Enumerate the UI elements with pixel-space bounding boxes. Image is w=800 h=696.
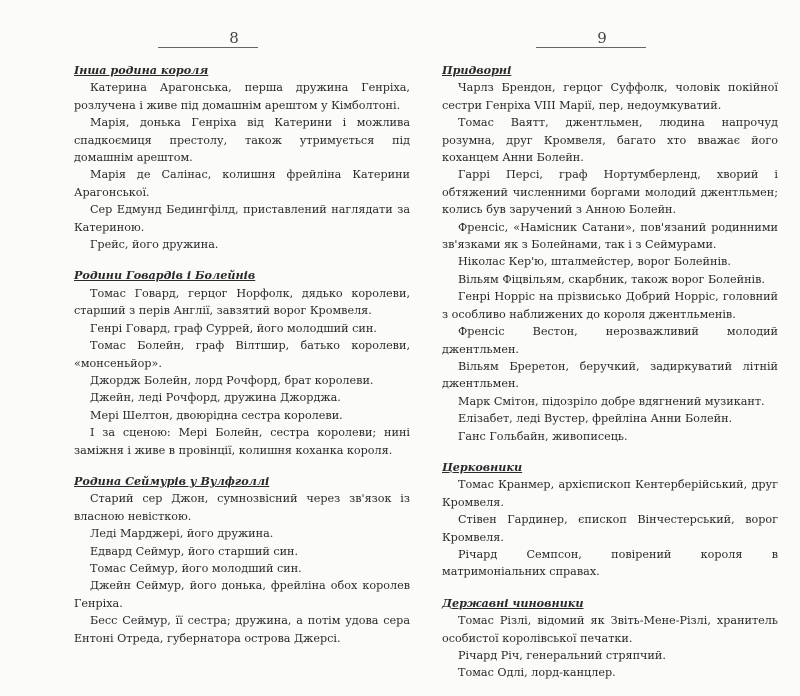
character-entry: І за сценою: Мері Болейн, сестра королеви; нині заміжня і живе в провінції, колишня коханка короля.: [74, 426, 410, 457]
character-entry: Джейн, леді Рочфорд, дружина Джорджа.: [90, 391, 341, 405]
character-entry: Елізабет, леді Вустер, фрейліна Анни Болейн.: [458, 412, 733, 426]
character-entry: Френсіс Вестон, нерозважливий молодий джентльмен.: [442, 325, 778, 356]
section-title: Родини Говардів і Болейнів: [74, 268, 256, 283]
character-entry: Томас Сеймур, його молодший син.: [90, 561, 302, 575]
section-officials: [442, 595, 778, 682]
section-clergy: [442, 459, 778, 581]
character-entry: Генрі Говард, граф Суррей, його молодший син.: [90, 321, 377, 335]
header-rule: [536, 47, 646, 48]
character-entry: Грейс, його дружина.: [90, 238, 219, 252]
character-entry: Томас Кранмер, архієпископ Кентерберійський, друг Кромвеля.: [442, 478, 778, 509]
character-entry: Бесс Сеймур, її сестра; дружина, а потім удова сера Ентоні Отреда, губернатора острова Джерсі.: [74, 614, 410, 645]
character-entry: Вільям Бреретон, беручкий, задиркуватий літній джентльмен.: [442, 359, 778, 391]
character-entry: Томас Болейн, граф Вілтшир, батько королеви, «монсеньйор».: [74, 339, 410, 370]
character-entry: Леді Марджері, його дружина.: [90, 527, 274, 541]
character-entry: Гаррі Персі, граф Нортумберленд, хворий і обтяжений численними боргами молодий джентльмен; колись був заручений з Анною Болейн.: [442, 168, 778, 217]
character-entry: Джейн Сеймур, його донька, фрейліна обох королев Генріха.: [74, 579, 410, 610]
section-courtiers: [442, 62, 778, 445]
character-entry: Томас Одлі, лорд-канцлер.: [458, 666, 616, 680]
character-entry: Стівен Гардинер, єпископ Вінчестерський, ворог Кромвеля.: [442, 513, 778, 544]
character-entry: Френсіс, «Намісник Сатани», пов'язаний родинними зв'язками як з Болейнами, так і з Сеймурами.: [442, 220, 778, 252]
page-number: 8: [229, 29, 239, 47]
character-entry: Старий сер Джон, сумнозвісний через зв'язок із власною невісткою.: [74, 492, 410, 523]
page-body: [74, 62, 410, 661]
character-entry: Річард Семпсон, повірений короля в матримоніальних справах.: [442, 547, 778, 579]
section-title: Придворні: [442, 63, 512, 77]
character-entry: Сер Едмунд Бедингфілд, приставлений наглядати за Катериною.: [74, 203, 410, 234]
character-entry: Ганс Гольбайн, живописець.: [458, 429, 628, 443]
character-entry: Ніколас Кер'ю, шталмейстер, ворог Болейнів.: [458, 255, 731, 269]
character-entry: Катерина Арагонська, перша дружина Генріха, розлучена і живе під домашнім арештом у Кімболтоні.: [74, 81, 410, 112]
section-howard-boleyn: [74, 267, 410, 458]
section-title: Церковники: [442, 459, 523, 474]
page-body: [442, 62, 778, 696]
section-title: Інша родина короля: [74, 63, 209, 77]
character-entry: Генрі Норріс на прізвисько Добрий Норріс, головний з особливо наближених до короля джентльменів.: [442, 290, 778, 321]
character-entry: Томас Говард, герцог Норфолк, дядько королеви, старший з перів Англії, завзятий ворог Кромвеля.: [74, 286, 410, 318]
character-entry: Мері Шелтон, двоюрідна сестра королеви.: [90, 408, 343, 422]
character-entry: Едвард Сеймур, його старший син.: [90, 544, 299, 558]
character-entry: Марія де Салінас, колишня фрейліна Катерини Арагонської.: [74, 168, 410, 199]
section-title: Державні чиновники: [442, 595, 584, 610]
header-rule: [158, 47, 258, 48]
section-other-family: [74, 62, 410, 253]
section-title: Родина Сеймурів у Вулфголлі: [74, 473, 270, 488]
character-entry: Чарлз Брендон, герцог Суффолк, чоловік покійної сестри Генріха VIII Марії, пер, недоумкуватий.: [442, 81, 778, 112]
character-entry: Річард Річ, генеральний стряпчий.: [458, 649, 666, 662]
character-entry: Марк Смітон, підозріло добре вдягнений музикант.: [458, 394, 765, 408]
character-entry: Вільям Фіцвільям, скарбник, також ворог Болейнів.: [458, 272, 765, 286]
character-entry: Томас Різлі, відомий як Звіть-Мене-Різлі, хранитель особистої королівської печатки.: [442, 614, 778, 645]
page-number: 9: [597, 29, 607, 47]
character-entry: Марія, донька Генріха від Катерини і можлива спадкоємиця престолу, також утримується під домашнім арештом.: [74, 116, 410, 165]
section-seymour: [74, 473, 410, 647]
character-entry: Джордж Болейн, лорд Рочфорд, брат королеви.: [90, 373, 374, 387]
character-entry: Томас Ваятт, джентльмен, людина напрочуд розумна, друг Кромвеля, багато хто вважає його коханцем Анни Болейн.: [442, 116, 778, 165]
